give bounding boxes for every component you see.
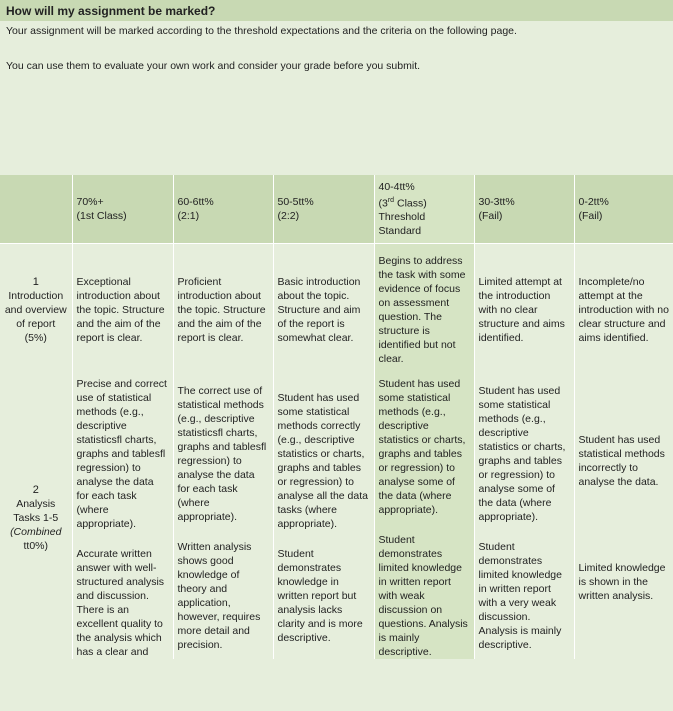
rubric-cell-text: Limited knowledge is shown in the written analysis.: [578, 562, 666, 602]
criterion-weight: tt0%): [23, 540, 48, 552]
header-grade-fail-30: [474, 175, 574, 243]
rubric-cell: Exceptional introduction about the topic. Structure and the aim of the report is clear.: [72, 243, 173, 377]
rubric-cell-text: Precise and correct use of statistical methods (e.g., descriptive statisticsfl charts, graphs and tablesfl regression) to analyse the data for each task (where appropriate).: [76, 378, 167, 530]
rubric-cell: Proficient introduction about the topic. Structure and the aim of the report is clear.: [173, 243, 273, 377]
header-grade-21: [173, 175, 273, 243]
table-row-analysis: [0, 377, 673, 659]
rubric-header-row: [0, 175, 673, 243]
rubric-cell-text: Student has used some statistical methods correctly (e.g., descriptive statistics or charts, graphs and tables or regression) to analyse all the data tasks (where appropriate).: [277, 392, 368, 530]
criterion-introduction: [0, 243, 72, 377]
rubric-cell-text: Student has used some statistical methods (e.g., descriptive statistics or charts, graphs and tables or regression) to analyse some of the data (where appropriate).: [478, 385, 566, 523]
marking-rubric-table: [0, 175, 673, 659]
grade-class: (Fail): [578, 209, 603, 222]
header-blank-cell: [0, 175, 72, 243]
criterion-title: Analysis Tasks 1-5: [13, 498, 59, 524]
rubric-cell: [72, 377, 173, 659]
rubric-cell-text: Written analysis shows good knowledge of theory and application, however, requires more detail and precision.: [177, 541, 261, 651]
rubric-cell: Basic introduction about the topic. Structure and aim of the report is somewhat clear.: [273, 243, 374, 377]
rubric-cell-text: Student demonstrates limited knowledge in written report with weak discussion on questions. Analysis is mainly descriptive.: [378, 534, 468, 658]
grade-class: (2:1): [177, 209, 200, 222]
rubric-cell: Limited attempt at the introduction with no clear structure and aims identified.: [474, 243, 574, 377]
rubric-cell-text: Student demonstrates knowledge in written report but analysis lacks clarity and is more descriptive.: [277, 548, 363, 644]
grade-range: 50-5tt%: [277, 195, 314, 208]
rubric-cell-text: Student has used some statistical methods (e.g., descriptive statistics or charts, graphs and tables or regression) to analyse some of the data (where appropriate).: [378, 378, 466, 516]
grade-class: (Fail): [478, 209, 503, 222]
rubric-cell: Incomplete/no attempt at the introduction with no clear structure and aims identified.: [574, 243, 673, 377]
rubric-cell: [474, 377, 574, 659]
rubric-cell: [374, 377, 474, 659]
rubric-cell-text: Student has used statistical methods incorrectly to analyse the data.: [578, 434, 665, 488]
rubric-cell-text: Student demonstrates limited knowledge in written report with a very weak discussion. Analysis is mainly descriptive.: [478, 541, 562, 651]
rubric-cell: [574, 377, 673, 659]
header-grade-22: [273, 175, 374, 243]
rubric-cell: [173, 377, 273, 659]
rubric-cell-text: Accurate written answer with well-structured analysis and discussion. There is an excellent quality to the analysis which has a clear and: [76, 548, 165, 658]
criterion-analysis: [0, 377, 72, 659]
grade-range: 70%+: [76, 195, 104, 208]
grade-class: (2:2): [277, 209, 300, 222]
criterion-number: 2: [32, 484, 39, 496]
grade-range: 40-4tt%: [378, 180, 415, 193]
criterion-title: Introduction and overview of report (5%): [4, 290, 67, 345]
grade-class: (1st Class): [76, 209, 127, 222]
intro-line-2: You can use them to evaluate your own work and consider your grade before you submit.: [6, 60, 421, 72]
rubric-cell: Begins to address the task with some evidence of focus on assessment question. The structure is identified but not clear.: [374, 243, 474, 377]
criterion-weight-italic: (Combined: [10, 526, 62, 538]
criterion-number: 1: [32, 276, 39, 289]
grade-range: 0-2tt%: [578, 195, 609, 208]
grade-class: (3rd Class): [378, 196, 427, 209]
rubric-cell: [273, 377, 374, 659]
header-grade-fail-0: [574, 175, 673, 243]
header-grade-1st: [72, 175, 173, 243]
rubric-cell-text: The correct use of statistical methods (e.g., descriptive statisticsfl charts, graphs and tablesfl regression) to analyse the data for each task (where appropriate).: [177, 385, 267, 523]
threshold-label: Threshold Standard: [378, 211, 426, 237]
header-grade-3rd: [374, 175, 474, 243]
intro-line-1: Your assignment will be marked according to the threshold expectations and the criteria on the following page.: [6, 25, 517, 37]
table-row-introduction: [0, 243, 673, 377]
section-heading: How will my assignment be marked?: [0, 0, 673, 21]
grade-range: 60-6tt%: [177, 195, 214, 208]
grade-range: 30-3tt%: [478, 195, 515, 208]
